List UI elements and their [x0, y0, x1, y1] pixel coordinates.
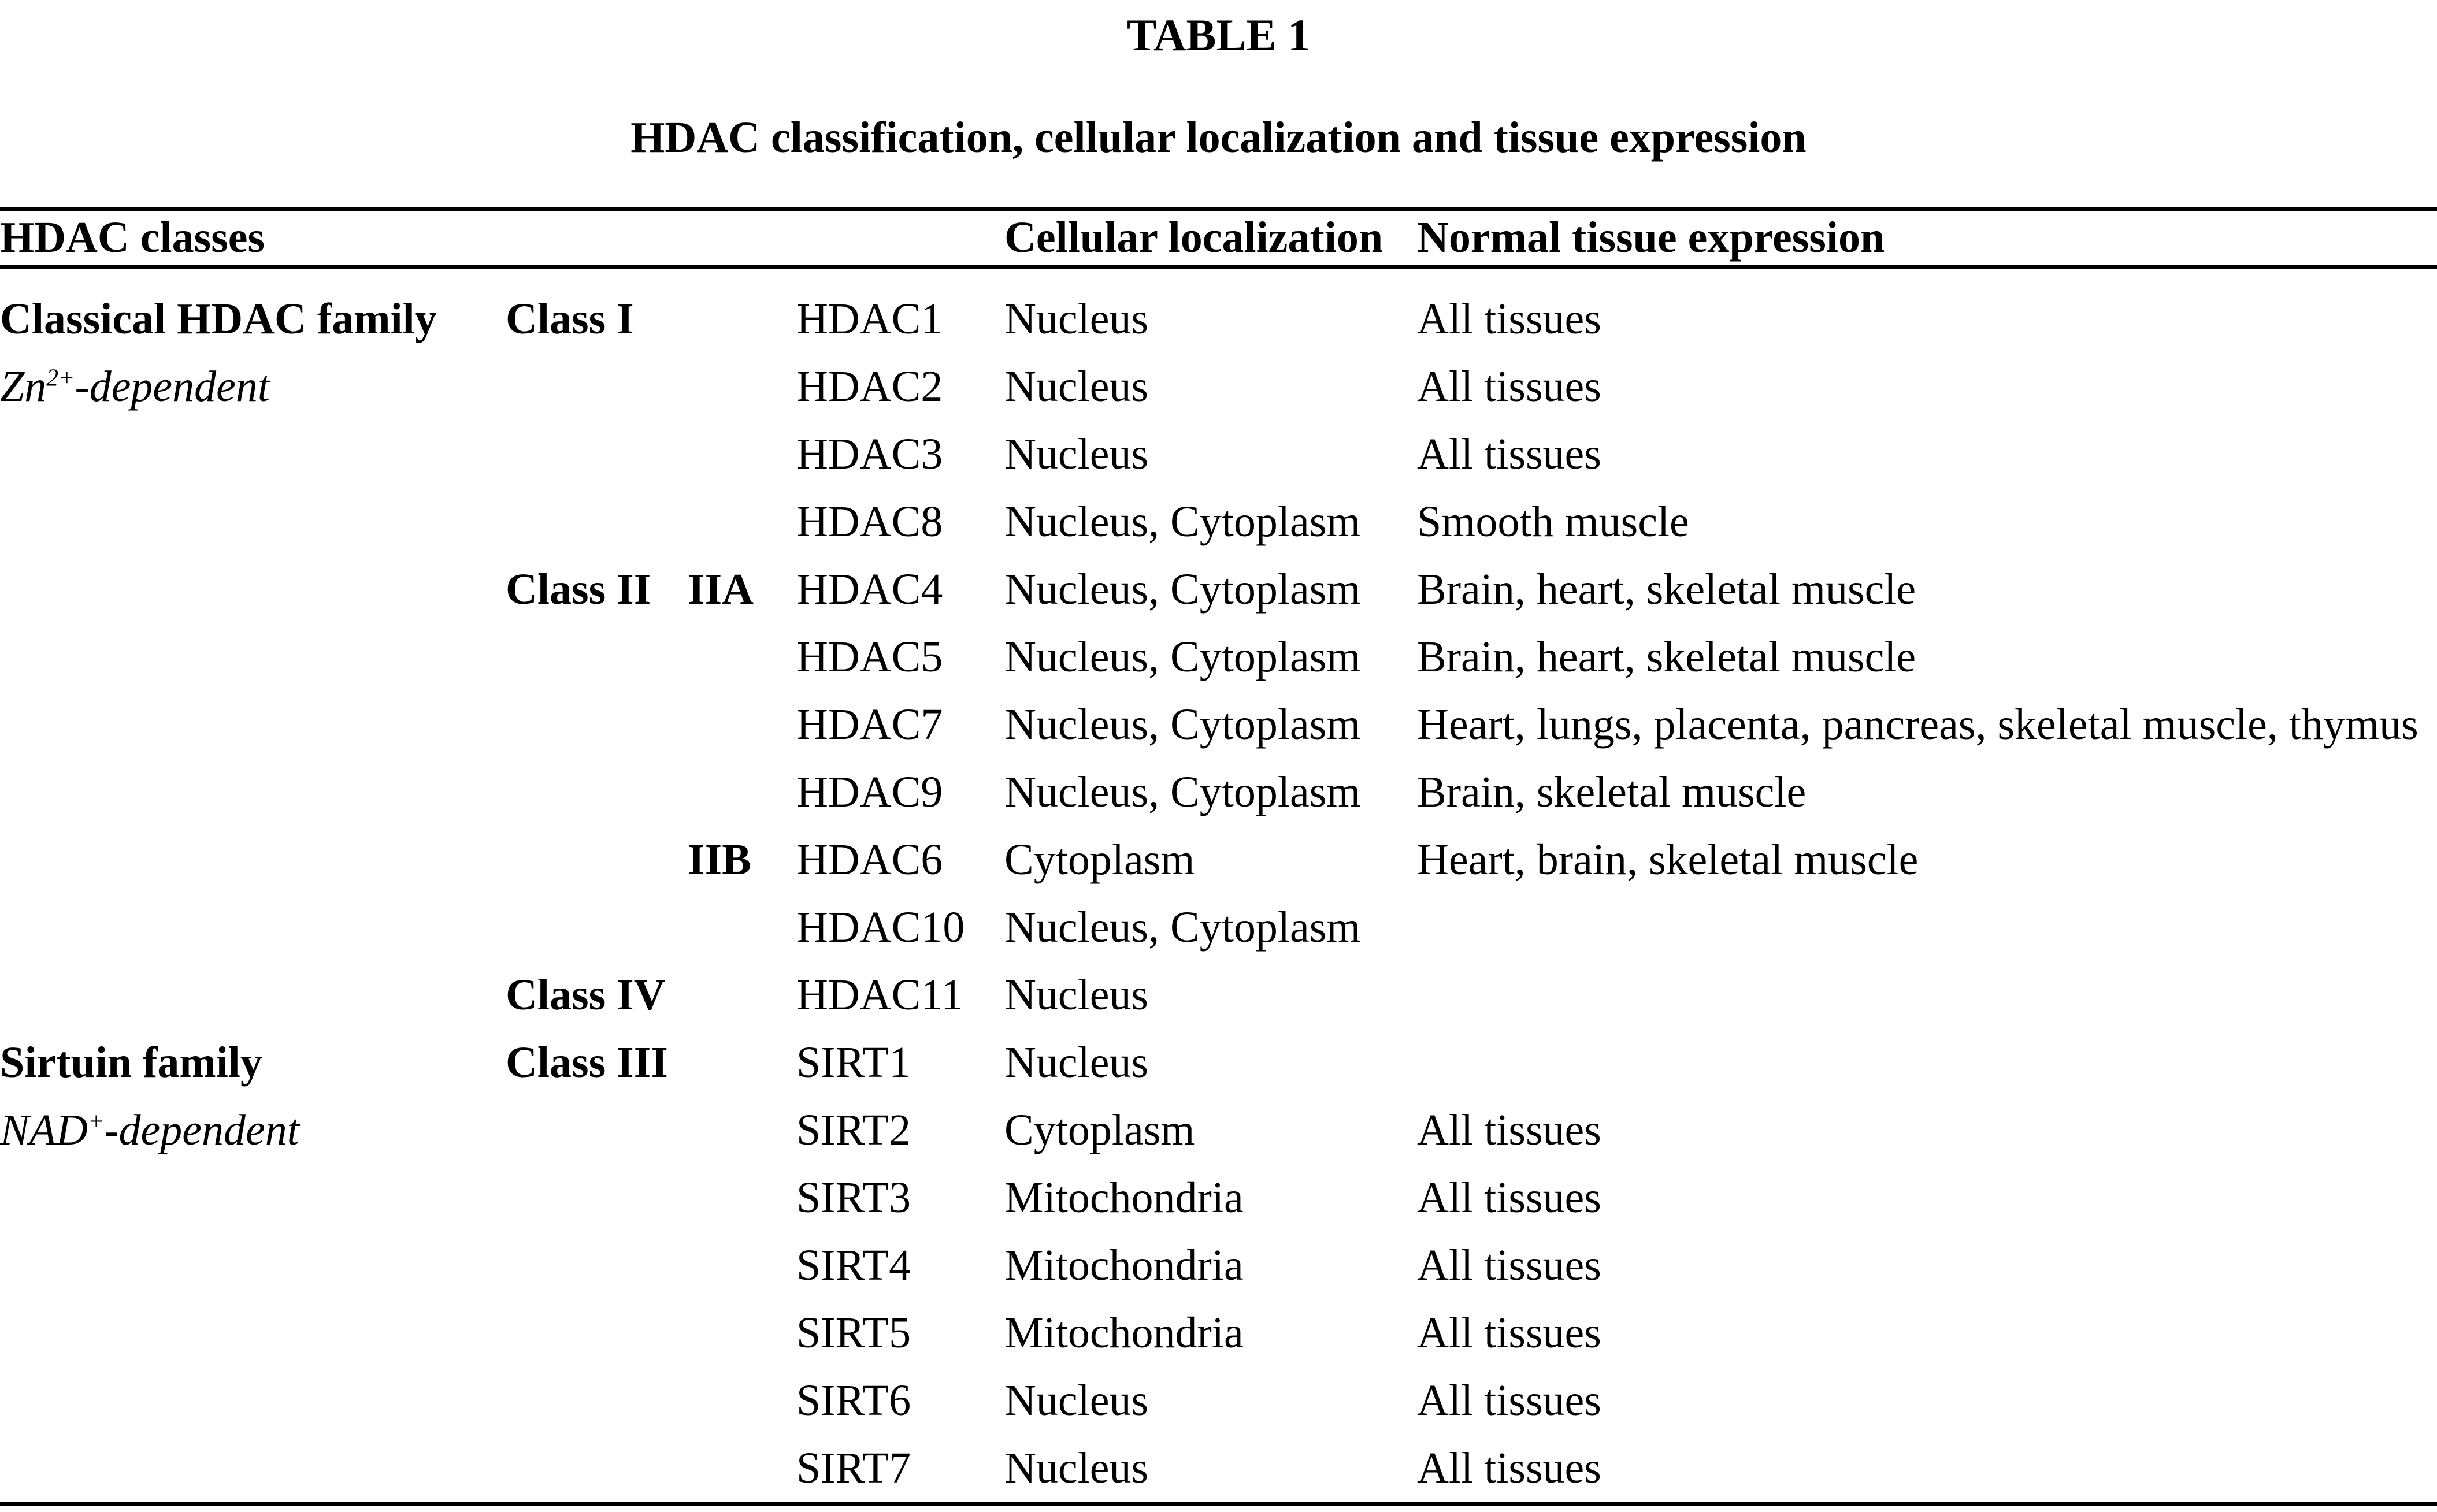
tissue-cell: All tissues	[1417, 1376, 1601, 1425]
hdac-name-cell: HDAC10	[796, 903, 965, 952]
table-header	[0, 209, 2437, 267]
header-normal-tissue-expression: Normal tissue expression	[1417, 209, 2437, 267]
tissue-cell: Heart, brain, skeletal muscle	[1417, 835, 1919, 884]
localization-cell: Cytoplasm	[1004, 1106, 1195, 1154]
dependence-base: NAD	[0, 1106, 88, 1154]
table-body	[0, 267, 2437, 1504]
localization-cell: Nucleus, Cytoplasm	[1004, 768, 1361, 816]
subclass-cell-empty	[688, 285, 796, 556]
tissue-cell: All tissues	[1417, 1444, 1601, 1492]
header-cellular-localization: Cellular localization	[1004, 209, 1417, 267]
class-cell: Class II	[506, 565, 651, 614]
class-cell: Class III	[506, 1038, 668, 1087]
header-row	[0, 209, 2437, 267]
table-number-title: TABLE 1	[1126, 10, 1311, 60]
tissue-cell: Brain, heart, skeletal muscle	[1417, 565, 1916, 614]
table-caption: HDAC classification, cellular localization and tissue expression	[630, 113, 1807, 162]
subclass-cell-empty	[688, 1029, 796, 1504]
table-row	[0, 285, 2437, 353]
tissue-cell: All tissues	[1417, 1309, 1601, 1357]
dependence-rest: -dependent	[104, 1106, 299, 1154]
subclass-cell: IIB	[688, 835, 751, 884]
table-row	[0, 1029, 2437, 1097]
subclass-cell-empty	[688, 961, 796, 1029]
localization-cell: Mitochondria	[1004, 1173, 1244, 1222]
sirt-name-cell: SIRT6	[796, 1376, 911, 1425]
sirt-name-cell: SIRT4	[796, 1241, 911, 1290]
hdac-name-cell: HDAC2	[796, 362, 943, 411]
sirt-name-cell: SIRT3	[796, 1173, 911, 1222]
hdac-name-cell: HDAC5	[796, 633, 943, 681]
sirt-name-cell: SIRT1	[796, 1038, 911, 1087]
family-dependence	[0, 353, 506, 421]
localization-cell: Nucleus, Cytoplasm	[1004, 700, 1361, 749]
hdac-name-cell: HDAC11	[796, 971, 963, 1019]
subclass-cell: IIA	[688, 565, 754, 614]
family-name: Classical HDAC family	[0, 295, 437, 343]
family-dependence	[0, 1097, 506, 1164]
hdac-classification-table	[0, 207, 2437, 1506]
hdac-name-cell: HDAC4	[796, 565, 943, 614]
spacer-row	[0, 267, 2437, 286]
localization-cell: Mitochondria	[1004, 1309, 1244, 1357]
localization-cell: Nucleus	[1004, 1038, 1149, 1087]
localization-cell: Mitochondria	[1004, 1241, 1244, 1290]
class-cell: Class IV	[506, 971, 666, 1019]
localization-cell: Nucleus, Cytoplasm	[1004, 565, 1361, 614]
tissue-cell: All tissues	[1417, 1241, 1601, 1290]
tissue-cell: Brain, heart, skeletal muscle	[1417, 633, 1916, 681]
header-hdac-classes: HDAC classes	[0, 209, 1004, 267]
dependence-rest: -dependent	[75, 362, 270, 411]
tissue-cell: Brain, skeletal muscle	[1417, 768, 1807, 816]
localization-cell: Nucleus, Cytoplasm	[1004, 633, 1361, 681]
tissue-cell	[1417, 961, 2437, 1029]
tissue-cell: Smooth muscle	[1417, 497, 1689, 546]
hdac-name-cell: HDAC3	[796, 430, 943, 478]
localization-cell: Nucleus	[1004, 362, 1149, 411]
tissue-cell	[1417, 894, 2437, 961]
dependence-superscript: 2+	[46, 365, 75, 392]
hdac-name-cell: HDAC9	[796, 768, 943, 816]
localization-cell: Nucleus	[1004, 1444, 1149, 1492]
family-cell-sirtuin	[0, 1029, 506, 1504]
localization-cell: Cytoplasm	[1004, 835, 1195, 884]
dependence-base: Zn	[0, 362, 47, 411]
hdac-name-cell: HDAC8	[796, 497, 943, 546]
sirt-name-cell: SIRT2	[796, 1106, 911, 1154]
tissue-cell: All tissues	[1417, 362, 1601, 411]
hdac-name-cell: HDAC1	[796, 295, 943, 343]
hdac-name-cell: HDAC7	[796, 700, 943, 749]
tissue-cell: All tissues	[1417, 1106, 1601, 1154]
localization-cell: Nucleus	[1004, 1376, 1149, 1425]
tissue-cell: Heart, lungs, placenta, pancreas, skeletal muscle, thymus	[1417, 700, 2419, 749]
dependence-superscript: +	[88, 1108, 105, 1135]
sirt-name-cell: SIRT5	[796, 1309, 911, 1357]
tissue-cell: All tissues	[1417, 1173, 1601, 1222]
class-cell: Class I	[506, 295, 634, 343]
sirt-name-cell: SIRT7	[796, 1444, 911, 1492]
localization-cell: Nucleus	[1004, 430, 1149, 478]
tissue-cell: All tissues	[1417, 430, 1601, 478]
family-cell-classical	[0, 285, 506, 1029]
tissue-cell: All tissues	[1417, 295, 1601, 343]
localization-cell: Nucleus	[1004, 295, 1149, 343]
localization-cell: Nucleus, Cytoplasm	[1004, 903, 1361, 952]
tissue-cell	[1417, 1029, 2437, 1097]
hdac-name-cell: HDAC6	[796, 835, 943, 884]
localization-cell: Nucleus	[1004, 971, 1149, 1019]
localization-cell: Nucleus, Cytoplasm	[1004, 497, 1361, 546]
family-name: Sirtuin family	[0, 1038, 262, 1087]
